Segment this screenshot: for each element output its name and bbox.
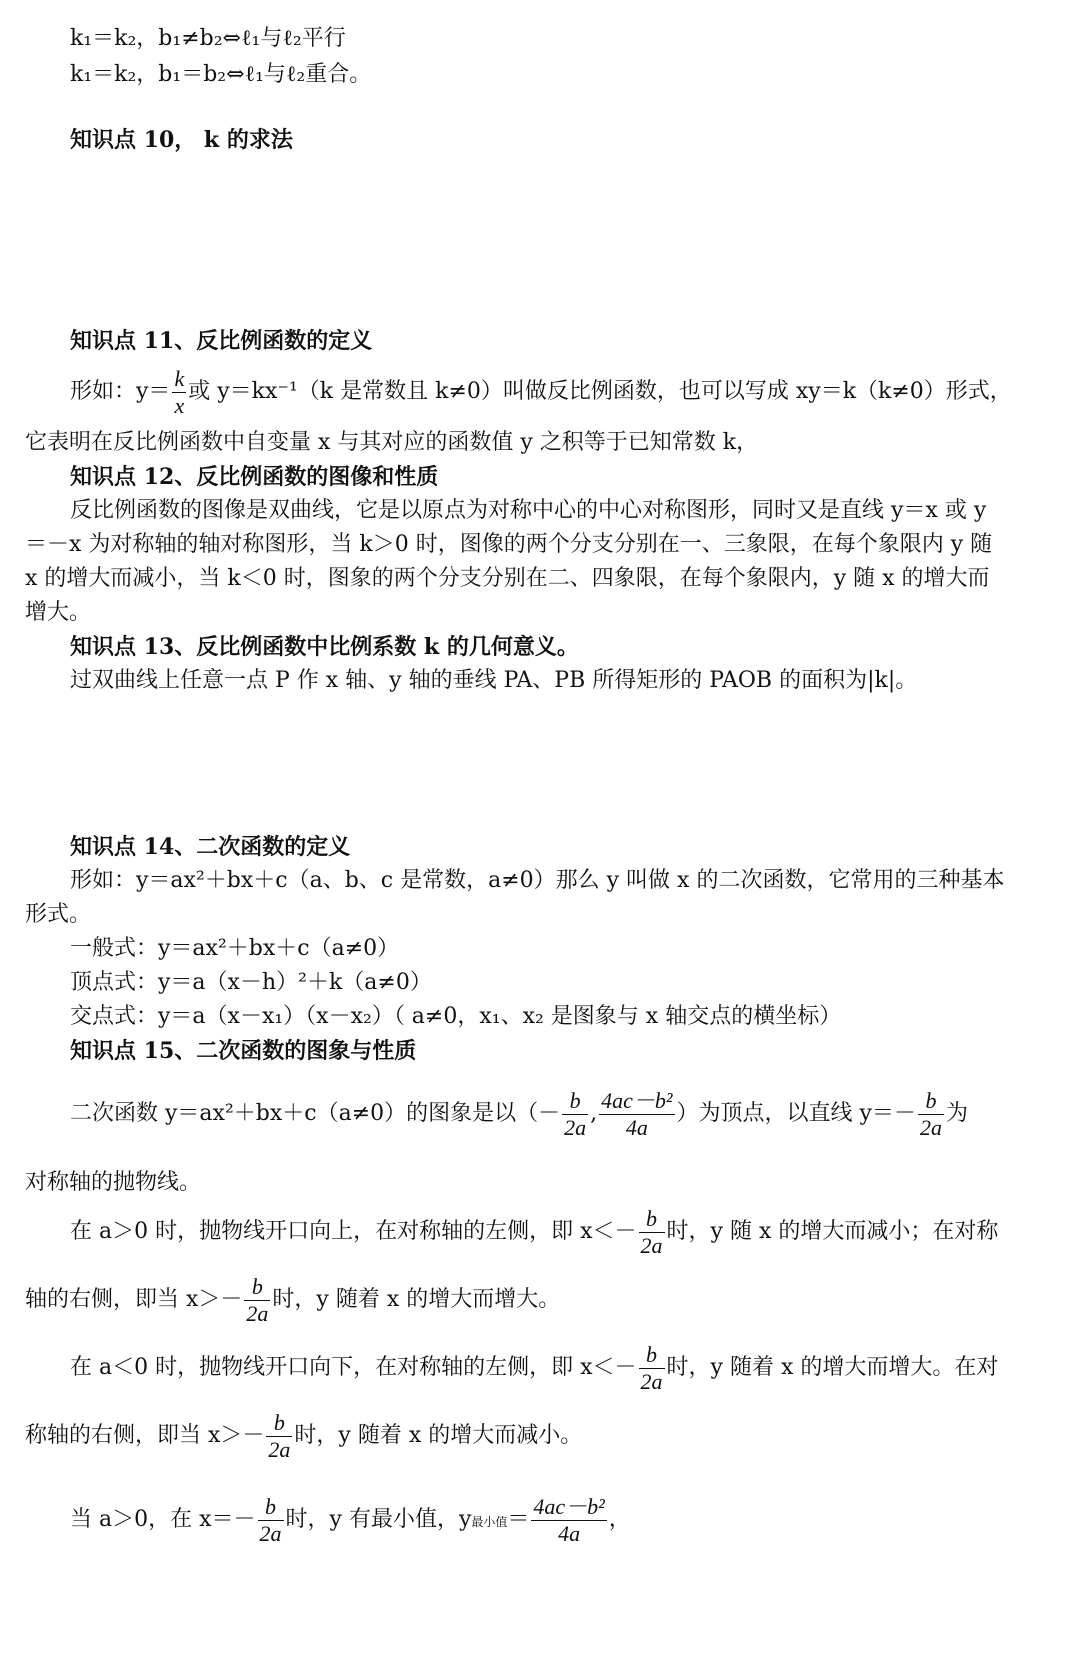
b-over-2a-fraction: $\frac{b}{2a}$ [246, 1273, 269, 1326]
kp12-line: ＝－x 为对称轴的轴对称图形，当 k＞0 时，图像的两个分支分别在一、三象限，在每个象限内 y 随 [25, 532, 993, 557]
kp15-para2-line2: 轴的右侧，即当 x＞－ $\frac{b}{2a}$ 时，y 随着 x 的增大而增大。 [25, 1273, 561, 1326]
min-value-fraction: $\frac{\text{4ac－b²}}{4a}$ [533, 1493, 605, 1546]
kp11-title: 知识点 11、反比例函数的定义 [70, 328, 373, 354]
kp14-intersect-form: 交点式：y＝a（x－x₁）（x－x₂）（ a≠0，x₁、x₂ 是图象与 x 轴交点的横坐标） [70, 1004, 842, 1029]
kp14-def1: 形如：y＝ax²＋bx＋c（a、b、c 是常数，a≠0）那么 y 叫做 x 的二次函数，它常用的三种基本 [70, 868, 1005, 893]
kp14-title: 知识点 14、二次函数的定义 [70, 834, 351, 860]
kp12-line: 增大。 [25, 600, 92, 625]
b-over-2a-fraction: $\frac{b}{2a}$ [259, 1493, 282, 1546]
kp11-definition [70, 362, 1012, 422]
kp12-line: 反比例函数的图像是双曲线，它是以原点为对称中心的中心对称图形，同时又是直线 y＝x 或 y [70, 498, 987, 523]
kp15-para1: 二次函数 y＝ax²＋bx＋c（a≠0）的图象是以（－ $\frac{b}{2a}$ , $\frac{\text{4ac－b²}}{4a}$ ）为顶点，以直线 y＝－ $\frac{b}{2a}$ 为 [70, 1087, 968, 1140]
b-over-2a-fraction: $\frac{b}{2a}$ [640, 1205, 663, 1258]
parallel-rule-line: k₁＝k₂，b₁≠b₂⇔ℓ₁与ℓ₂平行 [70, 26, 346, 51]
kp14-general-form: 一般式：y＝ax²＋bx＋c（a≠0） [70, 936, 400, 961]
kp13-line: 过双曲线上任意一点 P 作 x 轴、y 轴的垂线 PA、PB 所得矩形的 PAOB 的面积为|k|。 [70, 668, 918, 693]
kp11-def-rest: 或 y＝kx⁻¹（k 是常数且 k≠0）叫做反比例函数，也可以写成 xy＝k（k≠0）形式， [188, 379, 1012, 404]
kp13-title: 知识点 13、反比例函数中比例系数 k 的几何意义。 [70, 634, 579, 660]
b-over-2a-fraction: $\frac{b}{2a}$ [640, 1341, 663, 1394]
b-over-2a-fraction: $\frac{b}{2a}$ [268, 1409, 291, 1462]
kp15-title: 知识点 15、二次函数的图象与性质 [70, 1038, 417, 1064]
coincide-rule-line: k₁＝k₂，b₁＝b₂⇔ℓ₁与ℓ₂重合。 [70, 62, 372, 87]
b-over-2a-fraction: $\frac{b}{2a}$ [564, 1087, 587, 1140]
kp10-title: 知识点 10， k 的求法 [70, 127, 293, 153]
kp14-vertex-form: 顶点式：y＝a（x－h）²＋k（a≠0） [70, 970, 432, 995]
kp14-def2: 形式。 [25, 902, 92, 927]
kp11-def-prefix: 形如：y＝ [70, 379, 171, 404]
kp15-para2: 在 a＞0 时，抛物线开口向上，在对称轴的左侧，即 x＜－ $\frac{b}{2a}$ 时，y 随 x 的增大而减小；在对称 [70, 1205, 999, 1258]
kp15-para3: 在 a＜0 时，抛物线开口向下，在对称轴的左侧，即 x＜－ $\frac{b}{2a}$ 时，y 随着 x 的增大而增大。在对 [70, 1341, 999, 1394]
min-value-subscript: 最小值 [471, 1515, 508, 1529]
kp15-para3-line2: 称轴的右侧，即当 x＞－ $\frac{b}{2a}$ 时，y 随着 x 的增大而减小。 [25, 1409, 583, 1462]
kp15-para4: 当 a＞0，在 x＝－ $\frac{b}{2a}$ 时，y 有最小值，y最小值＝ $\frac{\text{4ac－b²}}{4a}$ ， [70, 1493, 631, 1546]
b-over-2a-fraction: $\frac{b}{2a}$ [919, 1087, 942, 1140]
vertex-y-fraction: $\frac{\text{4ac－b²}}{4a}$ [601, 1087, 673, 1140]
kp12-line: x 的增大而减小，当 k＜0 时，图象的两个分支分别在二、四象限，在每个象限内，y 随 x 的增大而 [25, 566, 990, 591]
kp15-para1-line2: 对称轴的抛物线。 [25, 1170, 202, 1195]
kp12-title: 知识点 12、反比例函数的图像和性质 [70, 464, 439, 490]
k-over-x-fraction: $\frac{k}{x}$ [174, 365, 185, 418]
kp11-line2: 它表明在反比例函数中自变量 x 与其对应的函数值 y 之积等于已知常数 k， [25, 430, 759, 455]
